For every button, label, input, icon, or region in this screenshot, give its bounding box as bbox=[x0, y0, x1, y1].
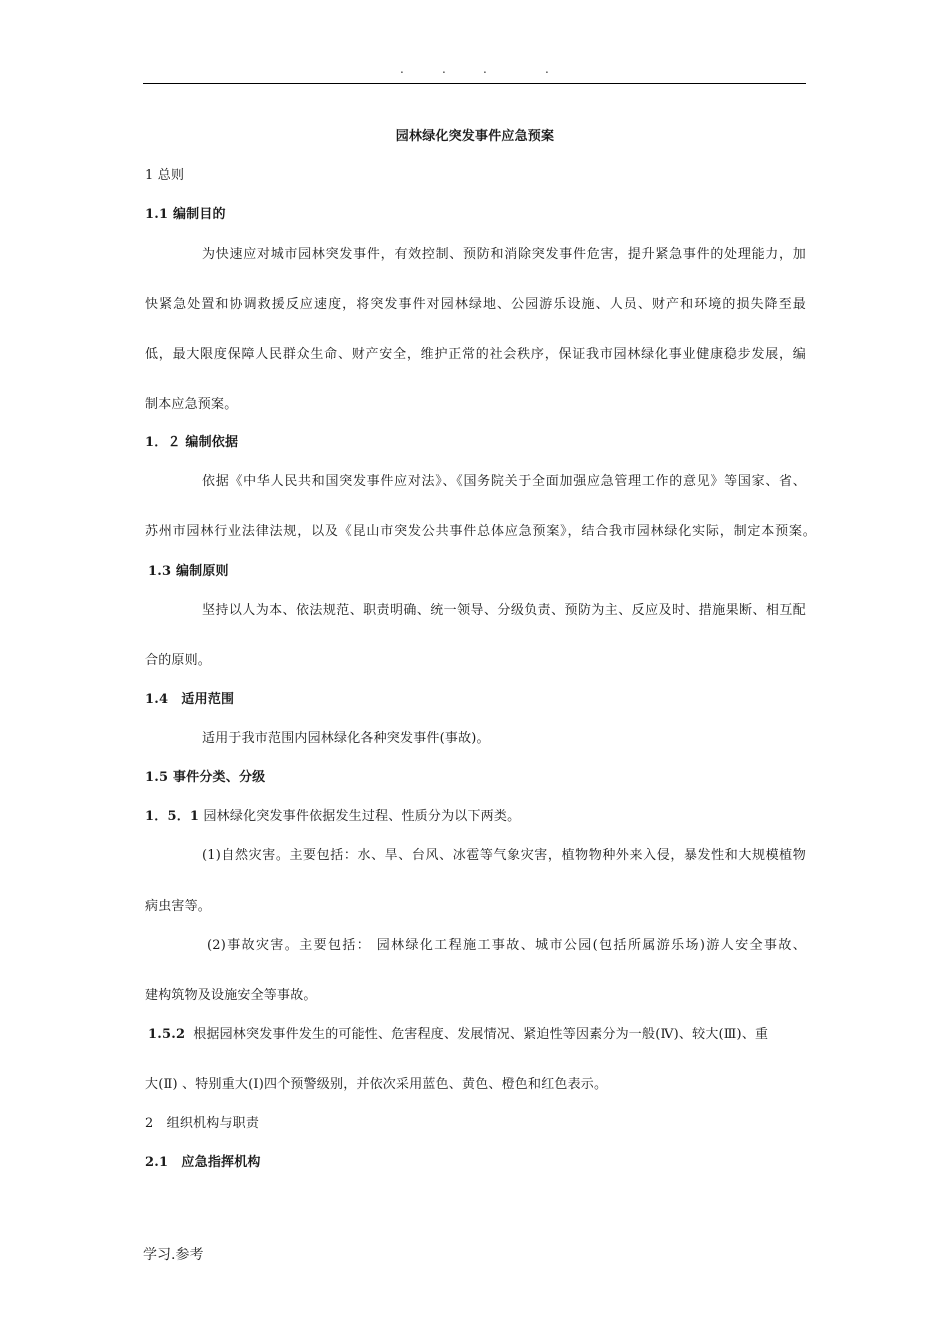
document-title: 园林绿化突发事件应急预案 bbox=[395, 129, 555, 144]
paragraph-line: 坚持以人为本、依法规范、职责明确、统一领导、分级负责、预防为主、反应及时、措施果断、相互配 bbox=[202, 603, 806, 618]
section-heading-1-3: 1.3 编制原则 bbox=[148, 564, 229, 579]
subsection-1-5-1 bbox=[145, 808, 520, 826]
subsection-number: 1.5.2 bbox=[148, 1027, 186, 1042]
header-dot: . bbox=[400, 62, 404, 76]
paragraph-line: 病虫害等。 bbox=[145, 899, 212, 914]
subsection-number: 1．5．1 bbox=[145, 809, 200, 824]
paragraph-line: 苏州市园林行业法律法规，以及《昆山市突发公共事件总体应急预案》，结合我市园林绿化实际，制定本预案。 bbox=[145, 524, 816, 539]
paragraph-line: 低，最大限度保障人民群众生命、财产安全，维护正常的社会秩序，保证我市园林绿化事业健康稳步发展，编 bbox=[145, 347, 806, 362]
paragraph-line: 大(Ⅱ) 、特别重大(Ⅰ)四个预警级别，并依次采用蓝色、黄色、橙色和红色表示。 bbox=[145, 1077, 608, 1092]
section-heading-2: 2 组织机构与职责 bbox=[145, 1116, 260, 1131]
header-dot: . bbox=[545, 62, 549, 76]
subsection-text: 根据园林突发事件发生的可能性、危害程度、发展情况、紧迫性等因素分为一般(Ⅳ)、较大(Ⅲ)、重 bbox=[193, 1027, 769, 1042]
paragraph-line: (2)事故灾害。主要包括： 园林绿化工程施工事故、城市公园(包括所属游乐场)游人安全事故、 bbox=[207, 938, 806, 953]
paragraph-line: 快紧急处置和协调救援反应速度，将突发事件对园林绿地、公园游乐设施、人员、财产和环境的损失降至最 bbox=[145, 297, 806, 312]
section-heading-1-1: 1.1 编制目的 bbox=[145, 207, 226, 222]
subsection-1-5-2 bbox=[148, 1026, 806, 1044]
subsection-text: 园林绿化突发事件依据发生过程、性质分为以下两类。 bbox=[203, 809, 521, 824]
header-dot: . bbox=[442, 62, 446, 76]
paragraph-line: 适用于我市范围内园林绿化各种突发事件(事故)。 bbox=[202, 731, 490, 746]
section-heading-1-2: 1．２ 编制依据 bbox=[145, 435, 239, 450]
page-header-dots bbox=[0, 62, 950, 78]
header-divider bbox=[143, 83, 806, 84]
paragraph-line: 合的原则。 bbox=[145, 653, 212, 668]
paragraph-line: 制本应急预案。 bbox=[145, 397, 238, 412]
header-dot: . bbox=[483, 62, 487, 76]
page-footer: 学习.参考 bbox=[143, 1247, 204, 1263]
section-heading-1: 1 总则 bbox=[145, 168, 185, 183]
section-heading-1-5: 1.5 事件分类、分级 bbox=[145, 770, 266, 785]
paragraph-line: (1)自然灾害。主要包括：水、旱、台风、冰雹等气象灾害，植物物种外来入侵，暴发性和大规模植物 bbox=[202, 848, 806, 863]
paragraph-line: 建构筑物及设施安全等事故。 bbox=[145, 988, 317, 1003]
section-heading-2-1: 2.1 应急指挥机构 bbox=[145, 1155, 261, 1170]
paragraph-line: 为快速应对城市园林突发事件，有效控制、预防和消除突发事件危害，提升紧急事件的处理能力，加 bbox=[202, 247, 806, 262]
paragraph-line: 依据《中华人民共和国突发事件应对法》、《国务院关于全面加强应急管理工作的意见》等国家、省、 bbox=[202, 474, 806, 489]
section-heading-1-4: 1.4 适用范围 bbox=[145, 692, 235, 707]
